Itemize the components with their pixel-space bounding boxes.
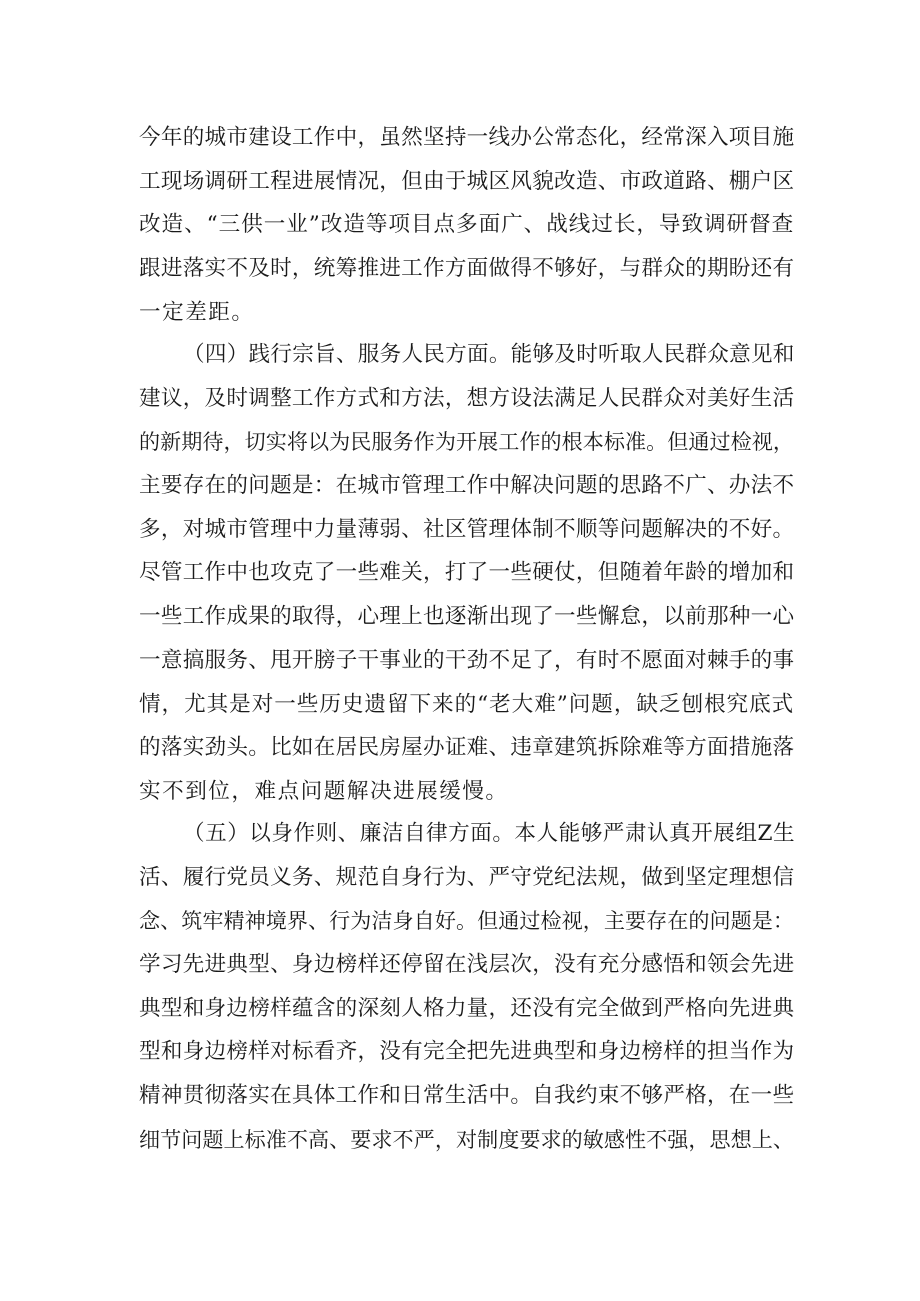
paragraph-city-construction	[139, 116, 794, 334]
text-line: 一定差距。	[139, 299, 255, 325]
text-line: 建议，及时调整工作方式和方法，想方设法满足人民群众对美好生活	[139, 385, 795, 411]
paragraph-section-four	[139, 333, 794, 814]
text-line: 念、筑牢精神境界、行为洁身自好。但通过检视，主要存在的问题是：	[139, 908, 794, 934]
text-line: 精神贯彻落实在具体工作和日常生活中。自我约束不够严格，在一些	[139, 1083, 795, 1109]
text-line: 实不到位，难点问题解决进展缓慢。	[139, 778, 509, 804]
paragraph-section-five	[139, 812, 794, 1162]
text-line: 工现场调研工程进展情况，但由于城区风貌改造、市政道路、棚户区	[139, 168, 795, 194]
text-line: 情，尤其是对一些历史遗留下来的“老大难”问题，缺乏刨根究底式	[139, 691, 794, 717]
text-line: 一些工作成果的取得，心理上也逐渐出现了一些懈怠，以前那种一心	[139, 604, 795, 630]
text-line: 今年的城市建设工作中，虽然坚持一线办公常态化，经常深入项目施	[139, 125, 795, 150]
text-line: 改造、“三供一业”改造等项目点多面广、战线过长，导致调研督查	[139, 212, 794, 238]
text-line: 跟进落实不及时，统筹推进工作方面做得不够好，与群众的期盼还有	[139, 256, 795, 282]
text-line: 尽管工作中也攻克了一些难关，打了一些硬仗，但随着年龄的增加和	[139, 560, 795, 586]
text-line: 主要存在的问题是：在城市管理工作中解决问题的思路不广、办法不	[139, 473, 795, 499]
text-line: 典型和身边榜样蕴含的深刻人格力量，还没有完全做到严格向先进典	[139, 995, 795, 1021]
text-line: 学习先进典型、身边榜样还停留在浅层次，没有充分感悟和领会先进	[139, 952, 795, 978]
text-line: 型和身边榜样对标看齐，没有完全把先进典型和身边榜样的担当作为	[139, 1039, 795, 1065]
text-line: （五）以身作则、廉洁自律方面。本人能够严肃认真开展组Z生	[183, 821, 796, 846]
text-line: 活、履行党员义务、规范自身行为、严守党纪法规，做到坚定理想信	[139, 864, 795, 890]
text-line: 的落实劲头。比如在居民房屋办证难、违章建筑拆除难等方面措施落	[139, 735, 795, 761]
text-line: 细节问题上标准不高、要求不严，对制度要求的敏感性不强，思想上、	[139, 1126, 794, 1152]
text-line: （四）践行宗旨、服务人民方面。能够及时听取人民群众意见和	[183, 342, 795, 367]
text-line: 多，对城市管理中力量薄弱、社区管理体制不顺等问题解决的不好。	[139, 516, 795, 542]
text-line: 的新期待，切实将以为民服务作为开展工作的根本标准。但通过检视，	[139, 429, 794, 455]
text-line: 一意搞服务、甩开膀子干事业的干劲不足了，有时不愿面对棘手的事	[139, 647, 795, 673]
